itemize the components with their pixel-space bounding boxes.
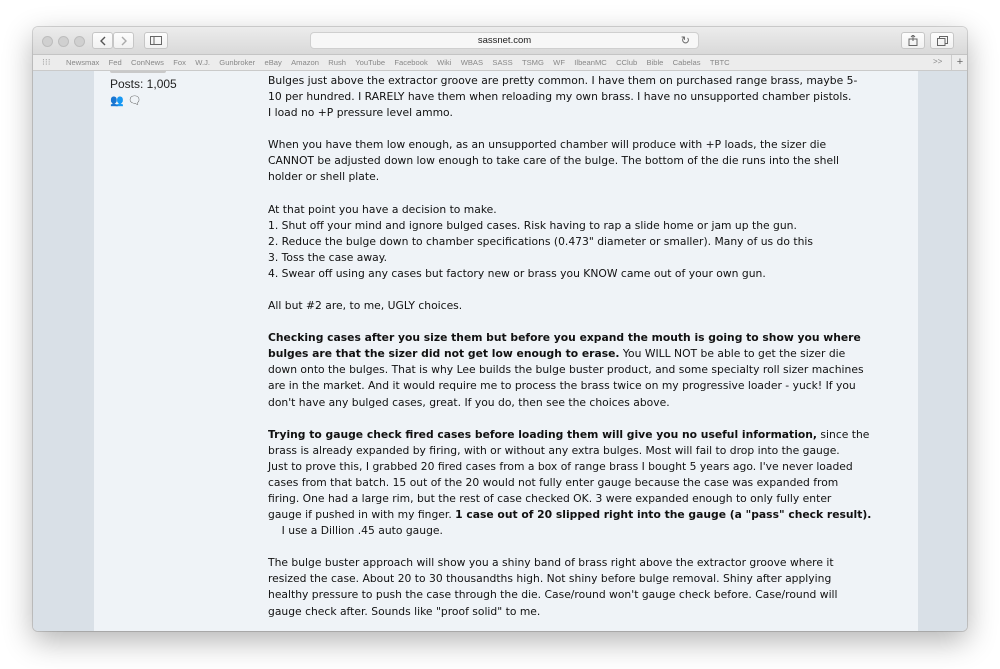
favorite-link[interactable]: Cabelas <box>672 58 701 67</box>
list-item: 2. Reduce the bulge down to chamber specifications (0.473" diameter or smaller). Many of us do this <box>268 234 813 248</box>
rank-stars <box>110 71 166 73</box>
favorite-link[interactable]: CClub <box>616 58 638 67</box>
favorite-link[interactable]: TSMG <box>521 58 544 67</box>
list-item: 3. Toss the case away. <box>268 250 388 264</box>
reload-icon[interactable]: ↻ <box>680 35 690 47</box>
favorite-link[interactable]: eBay <box>264 58 282 67</box>
tabs-button[interactable] <box>930 32 954 49</box>
favorites-overflow-button[interactable]: >> <box>933 57 943 66</box>
text-line: firing. One had a large rim, but the rest of case checked OK. 3 were expanded enough to only fully enter <box>268 491 832 505</box>
text-line: When you have them low enough, as an unsupported chamber will produce with +P loads, the sizer die <box>268 138 827 152</box>
text-line: cases from that batch. 15 out of the 20 would not fully enter gauge because the case was expanded from <box>268 475 839 489</box>
favorite-link[interactable]: Facebook <box>394 58 428 67</box>
back-button[interactable] <box>92 32 113 49</box>
text-line: gauge check after. Sounds like "proof solid" to me. <box>268 604 541 618</box>
list-item: 1. Shut off your mind and ignore bulged cases. Risk having to rap a slide home or jam up the gun. <box>268 218 797 232</box>
zoom-window-button[interactable] <box>74 36 85 47</box>
forum-post <box>94 71 918 631</box>
favorite-link[interactable]: Rush <box>328 58 346 67</box>
favorite-link[interactable]: Amazon <box>291 58 319 67</box>
grid-icon[interactable]: ⁝⁝⁝ <box>42 57 51 67</box>
favorite-link[interactable]: Fox <box>173 58 186 67</box>
new-tab-button[interactable]: + <box>951 55 967 70</box>
bold-text: Trying to gauge check fired cases before loading them will give you no useful information, <box>268 427 817 441</box>
favorite-link[interactable]: Gunbroker <box>219 58 256 67</box>
text-line: 10 per hundred. I RARELY have them when reloading my own brass. I have no unsupported chamber pistols. <box>268 90 852 104</box>
forward-button[interactable] <box>113 32 134 49</box>
paragraph-6 <box>268 427 908 540</box>
text-line: I load no +P pressure level ammo. <box>268 106 453 120</box>
text-line: CANNOT be adjusted down low enough to take care of the bulge. The bottom of the die runs into the shell <box>268 154 840 168</box>
tabs-icon <box>937 36 948 46</box>
browser-window <box>33 27 967 631</box>
text-line: are in the market. And it would require me to process the brass twice on my progressive loader - yuck! If you <box>268 379 856 393</box>
favorite-link[interactable]: Wiki <box>437 58 452 67</box>
text-line: down onto the bulges. That is why Lee builds the bulge buster product, and some specialty roll sizer machines <box>268 363 864 377</box>
text-line: don't have any bulged cases, great. If you do, then see the choices above. <box>268 395 670 409</box>
text-line: At that point you have a decision to make. <box>268 202 497 216</box>
share-icon <box>908 35 918 46</box>
profile-icon[interactable]: 👥 <box>110 95 124 107</box>
favorites-list <box>66 58 739 67</box>
share-button[interactable] <box>901 32 925 49</box>
text-line: I use a Dillion .45 auto gauge. <box>268 524 443 538</box>
text-run: since the <box>817 427 870 441</box>
favorite-link[interactable]: W.J. <box>195 58 210 67</box>
paragraph-3 <box>268 202 908 282</box>
post-body <box>268 73 908 631</box>
chevron-left-icon <box>99 36 107 46</box>
favorite-link[interactable]: TBTC <box>709 58 730 67</box>
text-run: gauge if pushed in with my finger. <box>268 508 456 522</box>
text-line: Just to prove this, I grabbed 20 fired cases from a box of range brass I bought 5 years ago. I've never loaded <box>268 459 853 473</box>
text-line: brass is already expanded by firing, with or without any extra bulges. Most will fail to drop into the gauge. <box>268 443 840 457</box>
favorite-link[interactable]: IlbeanMC <box>574 58 607 67</box>
message-icon[interactable]: 🗨 <box>127 95 142 107</box>
url-text: sassnet.com <box>477 35 532 46</box>
minimize-window-button[interactable] <box>58 36 69 47</box>
text-line: The bulge buster approach will show you a shiny band of brass right above the extractor groove where it <box>268 556 834 570</box>
address-bar[interactable] <box>310 32 699 49</box>
favorite-link[interactable]: WF <box>553 58 565 67</box>
favorite-link[interactable]: WBAS <box>460 58 484 67</box>
paragraph-1 <box>268 73 908 121</box>
bold-text: 1 case out of 20 slipped right into the gauge (a "pass" check result). <box>455 508 872 522</box>
post-count: Posts: 1,005 <box>110 77 177 91</box>
favorite-link[interactable]: Fed <box>108 58 122 67</box>
favorite-link[interactable]: ConNews <box>131 58 164 67</box>
sidebar-button[interactable] <box>144 32 168 49</box>
chevron-right-icon <box>120 36 128 46</box>
paragraph-7 <box>268 555 908 619</box>
bold-text: bulges are that the sizer did not get low enough to erase. <box>268 347 620 361</box>
sidebar-icon <box>150 36 162 45</box>
paragraph-5 <box>268 330 908 410</box>
favorite-link[interactable]: Newsmax <box>66 58 100 67</box>
author-actions <box>110 94 146 107</box>
bold-text: Checking cases after you size them but before you expand the mouth is going to show you where <box>268 331 861 345</box>
page-content <box>33 71 967 631</box>
text-run: You WILL NOT be able to get the sizer die <box>619 347 846 361</box>
text-line: Bulges just above the extractor groove are pretty common. I have them on purchased range brass, maybe 5- <box>268 74 858 87</box>
paragraph-4 <box>268 298 908 314</box>
favorite-link[interactable]: YouTube <box>355 58 386 67</box>
list-item: 4. Swear off using any cases but factory new or brass you KNOW came out of your own gun. <box>268 266 766 280</box>
text-line: resized the case. About 20 to 30 thousandths high. Not shiny before bulge removal. Shiny after applying <box>268 572 832 586</box>
text-line: holder or shell plate. <box>268 170 380 184</box>
favorite-link[interactable]: Bible <box>646 58 664 67</box>
close-window-button[interactable] <box>42 36 53 47</box>
paragraph-2 <box>268 137 908 185</box>
text-line: healthy pressure to push the case through the die. Case/round won't gauge check before. Case/round will <box>268 588 838 602</box>
favorites-bar <box>33 55 967 71</box>
title-bar <box>33 27 967 55</box>
text-line: All but #2 are, to me, UGLY choices. <box>268 299 463 313</box>
favorite-link[interactable]: SASS <box>492 58 513 67</box>
